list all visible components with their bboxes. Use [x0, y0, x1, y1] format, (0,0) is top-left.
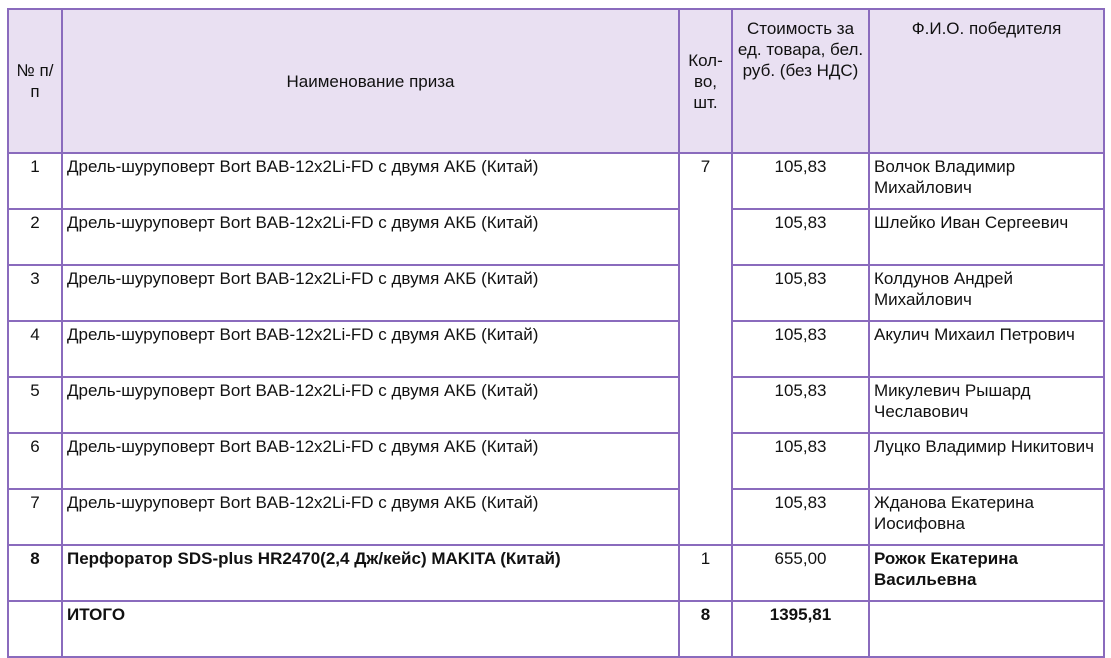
prize-name: Перфоратор SDS-plus HR2470(2,4 Дж/кейс) MAKITA (Китай) [62, 545, 679, 601]
header-cost: Стоимость за ед. товара, бел. руб. (без НДС) [732, 9, 869, 153]
header-name: Наименование приза [62, 9, 679, 153]
prize-name: Дрель-шуруповерт Bort BAB-12x2Li-FD с двумя АКБ (Китай) [62, 321, 679, 377]
prize-name: Дрель-шуруповерт Bort BAB-12x2Li-FD с двумя АКБ (Китай) [62, 489, 679, 545]
row-num: 3 [8, 265, 62, 321]
winner-name: Акулич Михаил Петрович [869, 321, 1104, 377]
header-num: № п/п [8, 9, 62, 153]
unit-cost: 105,83 [732, 209, 869, 265]
table-row [8, 265, 1104, 321]
winner-name: Микулевич Рышард Чеславович [869, 377, 1104, 433]
row-num: 8 [8, 545, 62, 601]
total-num-empty [8, 601, 62, 657]
header-row [8, 9, 1104, 153]
winner-name: Рожок Екатерина Васильевна [869, 545, 1104, 601]
total-row [8, 601, 1104, 657]
unit-cost: 105,83 [732, 377, 869, 433]
drills-quantity: 7 [679, 153, 732, 545]
winner-name: Волчок Владимир Михайлович [869, 153, 1104, 209]
unit-cost: 105,83 [732, 489, 869, 545]
prize-name: Дрель-шуруповерт Bort BAB-12x2Li-FD с двумя АКБ (Китай) [62, 209, 679, 265]
row-num: 6 [8, 433, 62, 489]
total-cost: 1395,81 [732, 601, 869, 657]
prize-name: Дрель-шуруповерт Bort BAB-12x2Li-FD с двумя АКБ (Китай) [62, 265, 679, 321]
table-row-perforator [8, 545, 1104, 601]
prize-name: Дрель-шуруповерт Bort BAB-12x2Li-FD с двумя АКБ (Китай) [62, 153, 679, 209]
table-row [8, 377, 1104, 433]
table-row [8, 489, 1104, 545]
unit-cost: 105,83 [732, 153, 869, 209]
total-label: ИТОГО [62, 601, 679, 657]
unit-cost: 105,83 [732, 433, 869, 489]
winner-name: Шлейко Иван Сергеевич [869, 209, 1104, 265]
row-num: 4 [8, 321, 62, 377]
total-quantity: 8 [679, 601, 732, 657]
row-num: 5 [8, 377, 62, 433]
perforator-quantity: 1 [679, 545, 732, 601]
header-winner: Ф.И.О. победителя [869, 9, 1104, 153]
winner-name: Луцко Владимир Никитович [869, 433, 1104, 489]
total-winner-empty [869, 601, 1104, 657]
prize-name: Дрель-шуруповерт Bort BAB-12x2Li-FD с двумя АКБ (Китай) [62, 377, 679, 433]
prize-name: Дрель-шуруповерт Bort BAB-12x2Li-FD с двумя АКБ (Китай) [62, 433, 679, 489]
row-num: 2 [8, 209, 62, 265]
table-row [8, 209, 1104, 265]
row-num: 7 [8, 489, 62, 545]
winner-name: Жданова Екатерина Иосифовна [869, 489, 1104, 545]
unit-cost: 105,83 [732, 265, 869, 321]
prize-table [7, 8, 1105, 658]
winner-name: Колдунов Андрей Михайлович [869, 265, 1104, 321]
header-qty: Кол-во, шт. [679, 9, 732, 153]
table-row [8, 321, 1104, 377]
row-num: 1 [8, 153, 62, 209]
unit-cost: 105,83 [732, 321, 869, 377]
table-row [8, 433, 1104, 489]
table-row [8, 153, 1104, 209]
unit-cost: 655,00 [732, 545, 869, 601]
